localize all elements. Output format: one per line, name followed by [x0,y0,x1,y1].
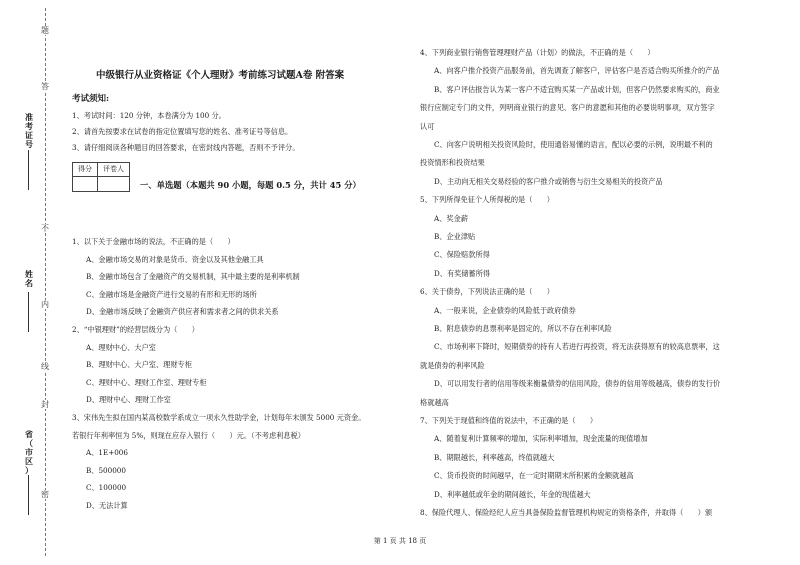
question-text: 6、关于债券，下列说法正确的是（ ） [420,287,554,297]
answer-option: D、有奖储蓄所得 [434,268,491,278]
notice-item: 2、请首先按要求在试卷的指定位置填写您的姓名、准考证号等信息。 [72,127,293,136]
binding-char: 答 [41,82,49,91]
answer-option: D、可以用发行者的信用等级来衡量债券的信用风险，债券的信用等级越高，债券的发行价 [434,379,721,389]
question-text: 认可 [420,121,435,131]
question-text: 4、下列商业银行销售管理理财产品（计划）的做法，不正确的是（ ） [420,48,655,57]
binding-strip [0,0,62,565]
province-line [28,475,29,515]
binding-char: 内 [41,300,49,309]
question-text: 格就越高 [420,397,449,407]
exam-title: 中级银行从业资格证《个人理财》考前练习试题A卷 附答案 [96,70,345,81]
answer-option: C、保险赔款所得 [434,250,490,260]
binding-char: 封 [41,400,49,409]
question-text: 1、以下关于金融市场的说法，不正确的是（ ） [72,237,235,246]
answer-option: C、货币投资的时间越早，在一定时期期末所积累的金额就越高 [434,471,634,481]
answer-option: B、500000 [86,465,126,475]
answer-option: D、利率越低或年金的期间越长，年金的现值越大 [434,489,591,499]
answer-option: C、100000 [86,483,127,493]
notice-heading: 考试须知: [72,94,110,104]
question-text: 8、保险代理人、保险经纪人应当具备保险监督管理机构规定的资格条件，并取得（ ）颁 [420,508,713,517]
answer-option: B、期限越长，利率越高，终值就越大 [434,452,555,462]
answer-option: D、理财中心、理财工作室 [86,395,171,405]
score-label: 得分 [73,163,98,176]
binding-char: 不 [41,224,49,233]
answer-option: C、理财中心、理财工作室、理财专柜 [86,377,207,387]
answer-option: B、理财中心、大户室、理财专柜 [86,360,192,370]
question-text: 若银行年利率恒为 5%，则现在应存入银行（ ）元。（不考虑利息税） [72,430,305,440]
question-text: 2、“中银理财”的经营层级分为（ ） [72,325,199,334]
page-number: 第 1 页 共 18 页 [373,537,427,545]
binding-char: 题 [41,26,49,35]
grader-label: 评卷人 [103,165,124,173]
question-text: 投资情形和投资结果 [420,158,485,168]
answer-option: A、向客户推介投资产品服务前，首先调查了解客户，评估客户是否适合购买所推介的产品 [434,66,720,76]
answer-option: D、无法计算 [86,501,128,510]
admission-number-label: 准 考 证 号 [25,112,33,149]
answer-option: A、奖金薪 [434,213,468,223]
name-line [28,292,29,332]
score-table [72,162,130,192]
binding-char: 线 [41,362,49,371]
answer-option: A、随着复利计算频率的增加，实际利率增加，现金流量的现值增加 [434,434,648,444]
answer-option: B、客户评估报告认为某一客户不适宜购买某一产品或计划，但客户仍然要求购买的，商业 [434,84,720,94]
answer-option: D、主动向无相关交易经验的客户推介或销售与衍生交易相关的投资产品 [434,176,663,186]
section-heading: 一、单选题（本题共 90 小题，每题 0.5 分，共计 45 分） [140,180,361,190]
notice-item: 1、考试时间：120 分钟，本卷满分为 100 分。 [72,111,226,120]
answer-option: D、金融市场反映了金融资产供应者和需求者之间的供求关系 [86,307,279,317]
answer-option: A、1E+006 [86,448,128,458]
answer-option: C、金融市场是金融资产进行交易的有形和无形的场所 [86,289,257,299]
province-label: 省 （ 市 区 ） [25,429,33,475]
question-text: 7、下列关于现值和终值的说法中，不正确的是（ ） [420,416,598,425]
answer-option: A、理财中心、大户室 [86,342,156,352]
answer-option: A、金融市场交易的对象是货币、资金以及其他金融工具 [86,254,264,264]
answer-option: B、金融市场包含了金融资产的交易机制，其中最主要的是利率机制 [86,272,300,282]
question-text: 3、宋伟先生拟在国内某高校数学系成立一项永久性助学金，计划每年末颁发 5000 元资金。 [72,413,366,422]
admission-number-line [28,150,29,190]
answer-option: A、一般来说，企业债券的风险低于政府债券 [434,305,576,315]
question-text: 银行应制定专门的文件，列明商业银行的意见、客户的意愿和其他的必要说明事项，双方签字 [420,103,715,113]
answer-option: C、向客户说明相关投资风险时，使用通俗易懂的语言，配以必要的示例，说明最不利的 [434,140,713,149]
answer-option: B、附息债券的息票利率是固定的，所以不存在利率风险 [434,324,612,333]
question-text: 就是债券的利率风险 [420,360,485,370]
notice-item: 3、请仔细阅读各种题目的回答要求，在密封线内答题，否则不予评分。 [72,143,300,152]
answer-option: C、市场利率下降时，短期债券的持有人若进行再投资，将无法获得原有的较高息票率，这 [434,342,720,352]
answer-option: B、企业津贴 [434,232,476,241]
binding-char: 密 [41,490,49,499]
name-label: 姓 名 [25,269,33,288]
question-text: 5、下列所得免征个人所得税的是（ ） [420,195,554,205]
